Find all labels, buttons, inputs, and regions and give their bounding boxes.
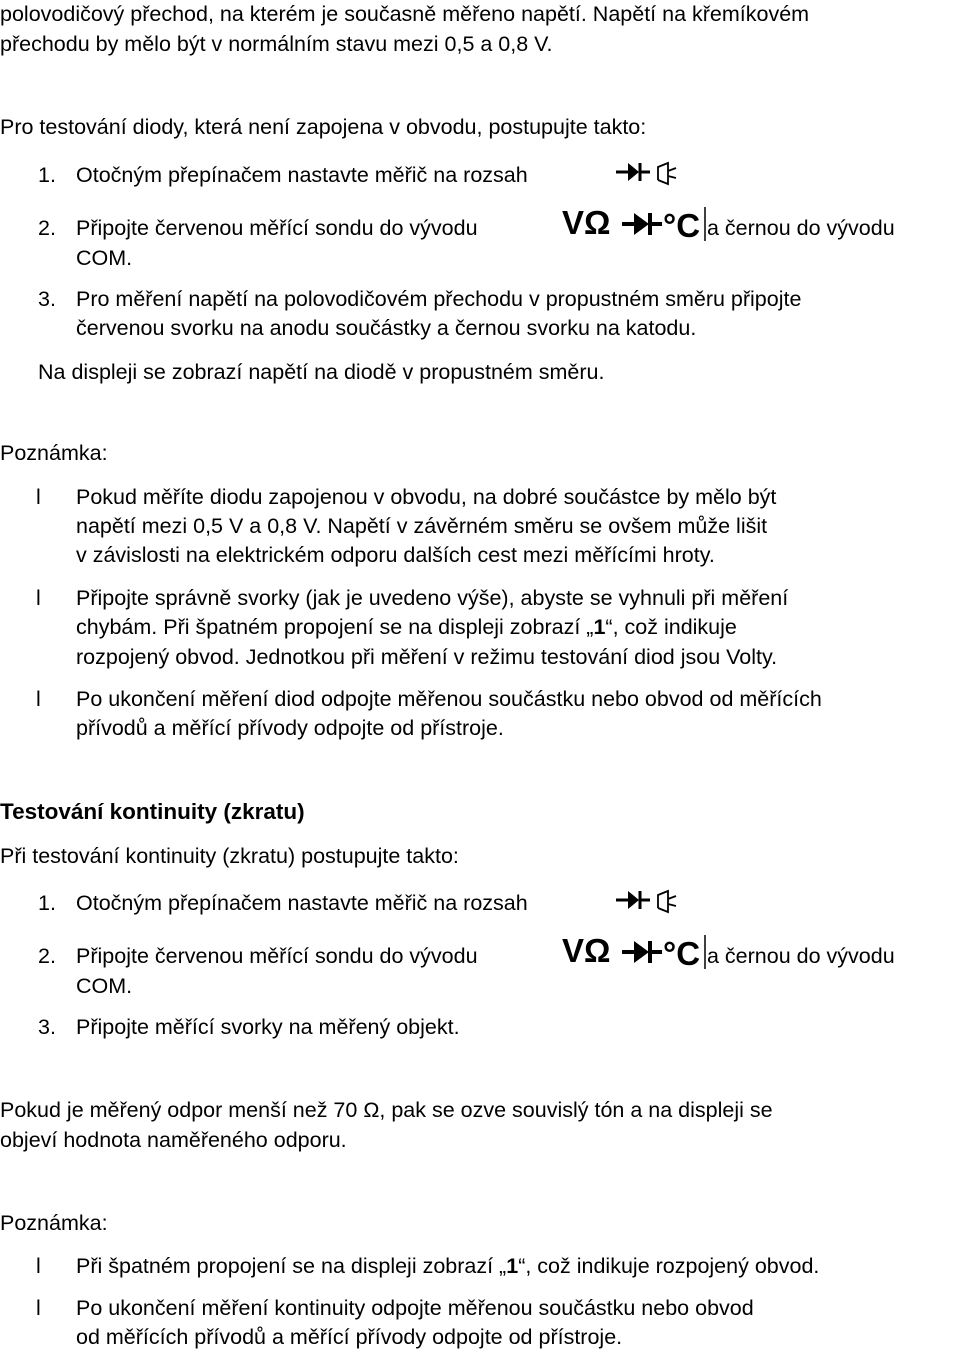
step-text-continued: a černou do vývodu [707, 944, 895, 968]
svg-text:VΩ: VΩ [562, 204, 611, 241]
intro-line: přechodu by mělo být v normálním stavu mezi 0,5 a 0,8 V. [0, 32, 553, 56]
diode-test-result: Na displeji se zobrazí napětí na diodě v propustném směru. [38, 360, 605, 384]
note-item-text: v závislosti na elektrickém odporu dalších cest mezi měřícími hroty. [76, 543, 715, 567]
bullet-icon: l [36, 687, 41, 711]
section-heading: Testování kontinuity (zkratu) [0, 799, 305, 824]
note-item-text: chybám. Při špatném propojení se na displeji zobrazí „1“, což indikuje [76, 615, 737, 639]
bullet-icon: l [36, 485, 41, 509]
continuity-paragraph: objeví hodnota naměřeného odporu. [0, 1128, 347, 1152]
note-item-text: Pokud měříte diodu zapojenou v obvodu, na dobré součástce by mělo být [76, 485, 777, 509]
note-item-text: rozpojený obvod. Jednotkou při měření v režimu testování diod jsou Volty. [76, 645, 778, 669]
step-text: Otočným přepínačem nastavte měřič na rozsah [76, 163, 528, 187]
step-number: 1. [38, 891, 56, 915]
step-text: červenou svorku na anodu součástky a černou svorku na katodu. [76, 316, 697, 340]
svg-text:VΩ: VΩ [562, 932, 611, 969]
step-text: Připojte červenou měřící sondu do vývodu [76, 944, 478, 968]
svg-text:°C: °C [663, 935, 701, 971]
diode-buzzer-icon [616, 886, 680, 918]
step-number: 3. [38, 287, 56, 311]
intro-line: polovodičový přechod, na kterém je současně měřeno napětí. Napětí na křemíkovém [0, 2, 810, 26]
v-ohm-diode-temp-jack-icon [562, 203, 707, 243]
bullet-icon: l [36, 586, 41, 610]
note-item-text: Při špatném propojení se na displeji zobrazí „1“, což indikuje rozpojený obvod. [76, 1254, 820, 1278]
diode-buzzer-icon [616, 158, 680, 190]
step-text: Připojte měřící svorky na měřený objekt. [76, 1015, 460, 1039]
step-text-continued: COM. [76, 246, 133, 270]
note-heading: Poznámka: [0, 441, 108, 465]
step-text-continued: COM. [76, 974, 133, 998]
bullet-icon: l [36, 1296, 41, 1320]
note-item-text: přívodů a měřící přívody odpojte od přístroje. [76, 716, 504, 740]
note-item-text: Po ukončení měření diod odpojte měřenou součástku nebo obvod od měřících [76, 687, 822, 711]
note-item-text: Po ukončení měření kontinuity odpojte měřenou součástku nebo obvod [76, 1296, 754, 1320]
step-text: Připojte červenou měřící sondu do vývodu [76, 216, 478, 240]
note-item-text: od měřících přívodů a měřící přívody odpojte od přístroje. [76, 1325, 623, 1349]
bullet-icon: l [36, 1254, 41, 1278]
svg-text:°C: °C [663, 207, 701, 243]
diode-test-lead: Pro testování diody, která není zapojena v obvodu, postupujte takto: [0, 115, 647, 139]
step-text: Pro měření napětí na polovodičovém přechodu v propustném směru připojte [76, 287, 802, 311]
note-heading: Poznámka: [0, 1211, 108, 1235]
step-number: 2. [38, 216, 56, 240]
note-item-text: Připojte správně svorky (jak je uvedeno výše), abyste se vyhnuli při měření [76, 586, 789, 610]
v-ohm-diode-temp-jack-icon [562, 931, 707, 971]
continuity-lead: Při testování kontinuity (zkratu) postupujte takto: [0, 844, 459, 868]
note-item-text: napětí mezi 0,5 V a 0,8 V. Napětí v závěrném směru se ovšem může lišit [76, 514, 768, 538]
step-text-continued: a černou do vývodu [707, 216, 895, 240]
step-number: 2. [38, 944, 56, 968]
continuity-paragraph: Pokud je měřený odpor menší než 70 Ω, pak se ozve souvislý tón a na displeji se [0, 1098, 773, 1122]
step-number: 3. [38, 1015, 56, 1039]
step-text: Otočným přepínačem nastavte měřič na rozsah [76, 891, 528, 915]
step-number: 1. [38, 163, 56, 187]
